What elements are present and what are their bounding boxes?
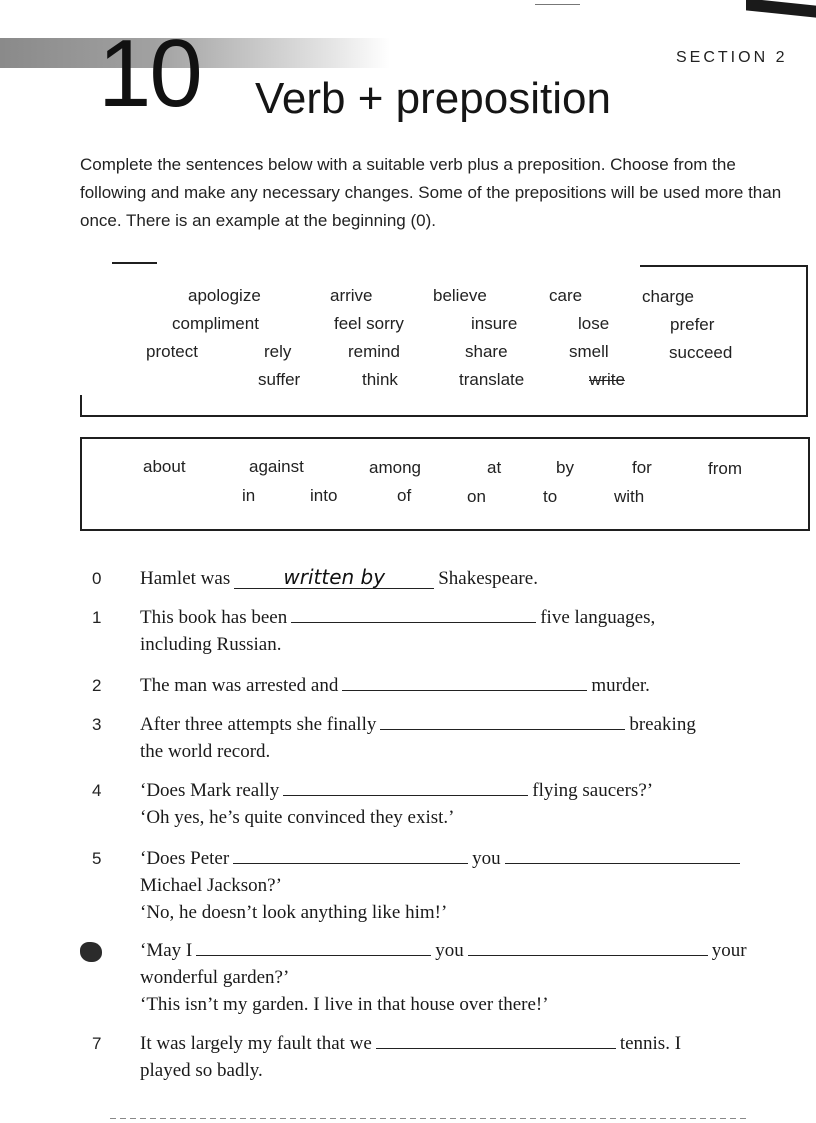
question-text: you <box>435 940 464 961</box>
instructions: Complete the sentences below with a suitable verb plus a preposition. Choose from the following and make any necessary changes. Some of the prepositions will be used more than once. There is an example at the beginning (0). <box>80 155 782 230</box>
answer-blank[interactable] <box>342 672 587 691</box>
question-text: Shakespeare. <box>438 568 538 589</box>
question-6-marker <box>80 942 102 962</box>
question-text: ‘Does Mark really <box>140 780 280 801</box>
question-text: played so badly. <box>140 1060 263 1081</box>
preposition-word: to <box>543 487 558 506</box>
question-line <box>140 777 653 804</box>
preposition-word: among <box>369 458 421 477</box>
preposition-word: with <box>614 487 645 506</box>
preposition-word: on <box>467 487 486 506</box>
verb-word: lose <box>578 314 610 333</box>
preposition-word: for <box>632 458 652 477</box>
question-text: ‘Does Peter <box>140 848 230 869</box>
question-line <box>140 991 549 1018</box>
answer-blank[interactable] <box>291 604 536 623</box>
example-answer: written by <box>234 566 434 589</box>
verb-word: smell <box>569 342 609 361</box>
verb-word: apologize <box>188 286 261 305</box>
answer-blank[interactable] <box>196 937 431 956</box>
question-line <box>140 738 270 765</box>
question-number: 2 <box>92 676 102 695</box>
question-text: It was largely my fault that we <box>140 1033 372 1054</box>
question-line <box>140 872 282 899</box>
preposition-word: in <box>242 486 256 505</box>
bottom-rule <box>110 1118 750 1119</box>
verb-word: insure <box>471 314 518 333</box>
scan-corner-mark <box>746 0 816 18</box>
preposition-word: into <box>310 486 338 505</box>
answer-blank[interactable] <box>505 845 740 864</box>
question-text: five languages, <box>540 607 656 628</box>
question-line <box>140 899 447 926</box>
question-text: including Russian. <box>140 634 282 655</box>
question-line <box>140 1057 263 1084</box>
preposition-word: by <box>556 458 574 477</box>
verb-word: translate <box>459 370 525 389</box>
verb-word: believe <box>433 286 487 305</box>
verb-word: write <box>589 370 625 389</box>
verb-word: remind <box>348 342 400 361</box>
question-line <box>140 604 655 631</box>
verb-word: think <box>362 370 398 389</box>
question-text: Michael Jackson?’ <box>140 875 282 896</box>
question-number: 7 <box>92 1034 102 1053</box>
verb-word: rely <box>264 342 292 361</box>
preposition-word: against <box>249 457 304 476</box>
verb-word: feel sorry <box>334 314 404 333</box>
answer-blank[interactable] <box>376 1030 616 1049</box>
verb-word: suffer <box>258 370 301 389</box>
question-text: tennis. I <box>619 1033 682 1054</box>
page-title: Verb + preposition <box>255 74 611 123</box>
question-line <box>140 845 744 872</box>
unit-number: 10 <box>98 20 201 127</box>
question-number: 4 <box>92 781 102 800</box>
answer-blank[interactable] <box>380 711 625 730</box>
question-text: your <box>711 940 747 961</box>
question-number: 3 <box>92 715 102 734</box>
verb-word: prefer <box>670 315 715 334</box>
question-text: ‘No, he doesn’t look anything like him!’ <box>140 902 448 923</box>
answer-blank[interactable] <box>283 777 528 796</box>
verb-box-top-left <box>112 262 157 264</box>
verb-word: compliment <box>172 314 259 333</box>
question-text: This book has been <box>140 607 288 628</box>
section-label: SECTION 2 <box>676 49 788 66</box>
question-text: the world record. <box>140 741 271 762</box>
verb-box-left-edge <box>80 395 82 415</box>
preposition-word: at <box>487 458 502 477</box>
scan-dash <box>535 4 580 5</box>
question-text: ‘May I <box>140 940 193 961</box>
verb-word: arrive <box>330 286 373 305</box>
answer-blank[interactable] <box>468 937 708 956</box>
preposition-word: about <box>143 457 186 476</box>
verb-word: care <box>549 286 583 305</box>
question-line <box>140 672 650 699</box>
question-line <box>140 711 696 738</box>
question-text: flying saucers?’ <box>532 780 654 801</box>
verb-word: succeed <box>669 343 733 362</box>
question-number: 0 <box>92 569 102 588</box>
question-number: 1 <box>92 608 102 627</box>
question-line <box>140 565 538 592</box>
answer-blank[interactable] <box>233 845 468 864</box>
question-line <box>140 1030 681 1057</box>
question-text: After three attempts she finally <box>140 714 377 735</box>
question-text: wonderful garden?’ <box>140 967 290 988</box>
question-line <box>140 804 454 831</box>
verb-word: charge <box>642 287 694 306</box>
question-text: ‘Oh yes, he’s quite convinced they exist.’ <box>140 807 455 828</box>
question-number: 5 <box>92 849 102 868</box>
question-text: breaking <box>629 714 696 735</box>
question-text: you <box>472 848 501 869</box>
question-line <box>140 937 747 964</box>
question-text: murder. <box>591 675 650 696</box>
question-text: The man was arrested and <box>140 675 339 696</box>
question-text: ‘This isn’t my garden. I live in that house over there!’ <box>140 994 549 1015</box>
question-line <box>140 631 281 658</box>
question-line <box>140 964 289 991</box>
preposition-box <box>80 437 810 531</box>
preposition-word: of <box>397 486 412 505</box>
verb-word: protect <box>146 342 198 361</box>
preposition-word: from <box>708 459 742 478</box>
question-text: Hamlet was <box>140 568 231 589</box>
verb-word: share <box>465 342 508 361</box>
